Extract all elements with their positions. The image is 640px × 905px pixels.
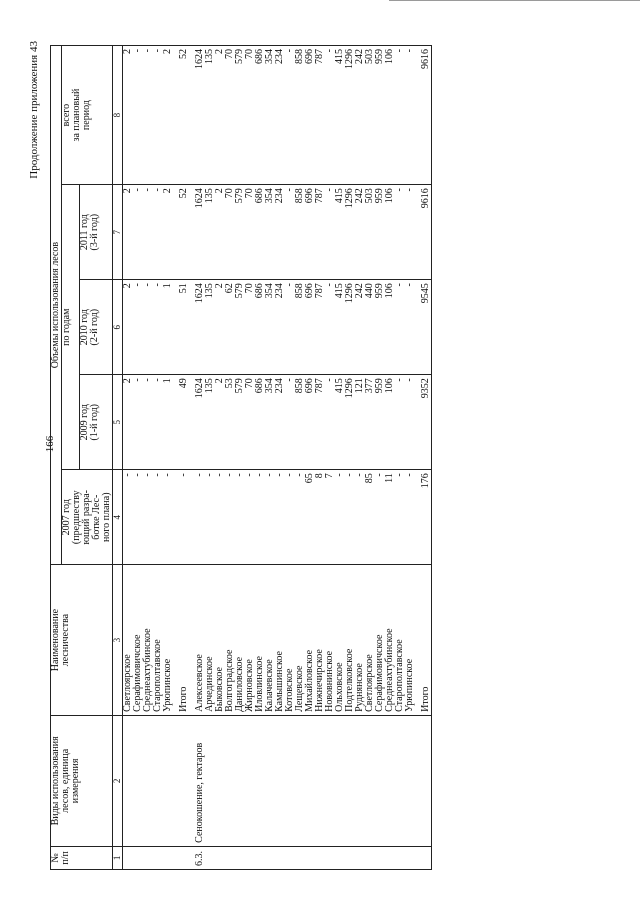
block2-2010-item: 787 bbox=[314, 283, 325, 299]
block2-2007-item: - bbox=[194, 473, 205, 477]
block2-total-item: 503 bbox=[364, 49, 375, 64]
block2-2007-item: - bbox=[224, 473, 235, 477]
block2-total-item: 70 bbox=[244, 49, 255, 59]
block2-2007-item: - bbox=[204, 473, 215, 477]
block2-2010-item: 440 bbox=[364, 283, 375, 299]
block1-forestry-list-item: Урюпинское bbox=[162, 658, 173, 712]
block2-total-item: 415 bbox=[334, 49, 345, 64]
block2-itogo-2010: 9545 bbox=[421, 280, 432, 375]
block2-2011-item: 696 bbox=[304, 188, 315, 204]
block2-2011-item: 858 bbox=[294, 188, 305, 204]
block2-forestry-list-item: Быковское bbox=[214, 667, 225, 712]
block2-2010-item: 354 bbox=[264, 283, 275, 299]
block2-forestry-list-item: Урюпинское bbox=[404, 658, 415, 712]
block2-2010-item: 2 bbox=[214, 283, 225, 289]
block2-2011-item: 234 bbox=[274, 188, 285, 204]
block2-total-item: 1296 bbox=[344, 49, 355, 69]
block2-2007-item: 7 bbox=[324, 473, 335, 479]
block2-total-item: - bbox=[324, 49, 335, 53]
block2-forestry-list-item: Старополтавское bbox=[394, 639, 405, 712]
block1-2010-item: 2 bbox=[122, 283, 133, 289]
block1-2009-item: 1 bbox=[162, 378, 173, 384]
block2-2007-item: 11 bbox=[384, 473, 395, 483]
block2-2009-item: - bbox=[284, 378, 295, 382]
block2-2010-item: 106 bbox=[384, 283, 395, 299]
block2-2009-item: 106 bbox=[384, 378, 395, 394]
block1-2011-item: - bbox=[142, 188, 153, 192]
block1-itogo-2010: 51 bbox=[179, 280, 189, 375]
block2-total-item: 787 bbox=[314, 49, 325, 64]
block2-2007-item: - bbox=[354, 473, 365, 477]
block2-2007-item: - bbox=[214, 473, 225, 477]
block2-2007-item: - bbox=[404, 473, 415, 477]
block2-forestry-list-item: Иловлинское bbox=[254, 656, 265, 712]
block2-2009-item: 121 bbox=[354, 378, 365, 394]
block2-2011-item: 503 bbox=[364, 188, 375, 204]
header-by-years: по годам bbox=[62, 185, 80, 470]
block2-2009-item: 858 bbox=[294, 378, 305, 394]
block1-total-item: 2 bbox=[122, 49, 133, 54]
block1-forestry-list-item: Старополтавское bbox=[152, 639, 163, 712]
header-2009: 2009 год (1-й год) bbox=[79, 375, 112, 470]
block2-total-item: 686 bbox=[254, 49, 265, 64]
block2-2010-item: 579 bbox=[234, 283, 245, 299]
block2-2011-item: - bbox=[404, 188, 415, 192]
block2-2010-item: 686 bbox=[254, 283, 265, 299]
block1-2011-item: - bbox=[152, 188, 163, 192]
block2-total-item: 135 bbox=[204, 49, 215, 64]
block2-forestry-list-item: Нижнечирское bbox=[314, 649, 325, 712]
block1-2007-item: - bbox=[142, 473, 153, 477]
block1-2009-item: - bbox=[132, 378, 143, 382]
block2-forestry-list-item: Михайловское bbox=[304, 649, 315, 712]
colnum-8: 8 bbox=[113, 46, 123, 185]
block1-2009-item: 2 bbox=[122, 378, 133, 384]
block2-2009-item: 377 bbox=[364, 378, 375, 394]
block2-2007-item: - bbox=[274, 473, 285, 477]
block2-2011-item: 959 bbox=[374, 188, 385, 204]
block1-2010-item: - bbox=[132, 283, 143, 287]
block1-2011-item: - bbox=[132, 188, 143, 192]
block2-2009-item: 696 bbox=[304, 378, 315, 394]
block2-2010 bbox=[195, 280, 415, 375]
block1-2007-item: - bbox=[162, 473, 173, 477]
block2-2010-item: - bbox=[284, 283, 295, 287]
block2-2007-item: - bbox=[374, 473, 385, 477]
block2-2011-item: 135 bbox=[204, 188, 215, 204]
block2-itogo-2007: 176 bbox=[421, 470, 432, 565]
table-row bbox=[195, 46, 415, 870]
block2-2009-item: 959 bbox=[374, 378, 385, 394]
block2-forestry-list-item: Ольховское bbox=[334, 662, 345, 712]
block2-2011-item: 1624 bbox=[194, 188, 205, 209]
block2-2009-item: 234 bbox=[274, 378, 285, 394]
block2-2007-item: 8 bbox=[314, 473, 325, 479]
block2-2011-item: 106 bbox=[384, 188, 395, 204]
block1-2010 bbox=[123, 280, 174, 375]
block1-itogo-2007: - bbox=[179, 470, 189, 565]
header-2010: 2010 год (2-й год) bbox=[79, 280, 112, 375]
block2-2007-item: - bbox=[244, 473, 255, 477]
block2-itogo-2011: 9616 bbox=[421, 185, 432, 280]
block2-2011-item: 70 bbox=[224, 188, 235, 199]
block2-2009-item: 1624 bbox=[194, 378, 205, 399]
block2-total-item: 354 bbox=[264, 49, 275, 64]
block2-total-item: 234 bbox=[274, 49, 285, 64]
block2-total-item: - bbox=[284, 49, 295, 53]
block1-2009-item: - bbox=[142, 378, 153, 382]
block2-2007-item: - bbox=[294, 473, 305, 477]
block2-total-item: 696 bbox=[304, 49, 315, 64]
block2-total-item: 70 bbox=[224, 49, 235, 59]
block2-total-item: 959 bbox=[374, 49, 385, 64]
colnum-2: 2 bbox=[113, 715, 123, 846]
block1-2011 bbox=[123, 185, 174, 280]
block2-2009-item: 686 bbox=[254, 378, 265, 394]
block2-2009-item: 135 bbox=[204, 378, 215, 394]
block2-forestry-list bbox=[195, 565, 415, 716]
block2-2009-item: 787 bbox=[314, 378, 325, 394]
block1-2010-item: - bbox=[142, 283, 153, 287]
block2-itogo-label: Итого bbox=[421, 565, 432, 716]
block1-forestry-list-item: Среднеахтубинское bbox=[142, 628, 153, 712]
block1-itogo-2009: 49 bbox=[179, 375, 189, 470]
block2-2009-item: 70 bbox=[244, 378, 255, 389]
block2-forestry-list-item: Подтелковское bbox=[344, 648, 355, 712]
block2-2007-item: - bbox=[264, 473, 275, 477]
block1-2011-item: 2 bbox=[122, 188, 133, 194]
block2-total bbox=[195, 46, 415, 185]
block2-2007-item: - bbox=[394, 473, 405, 477]
block2-2007-item: - bbox=[234, 473, 245, 477]
block1-total-item: - bbox=[142, 49, 153, 53]
block1-itogo-total: 52 bbox=[179, 46, 189, 185]
block1-itogo-2011: 52 bbox=[179, 185, 189, 280]
block2-2009-item: 1296 bbox=[344, 378, 355, 399]
block1-2007 bbox=[123, 470, 174, 565]
block2-2011-item: 415 bbox=[334, 188, 345, 204]
block2-forestry-list-item: Камышинское bbox=[274, 651, 285, 712]
header-no: № п/п bbox=[51, 846, 113, 869]
block1-forestry-list bbox=[123, 565, 174, 716]
top-rule bbox=[389, 0, 640, 1]
block2-forestry-list-item: Жирновское bbox=[244, 659, 255, 712]
block1-2007-item: - bbox=[132, 473, 143, 477]
block2-2009-item: - bbox=[394, 378, 405, 382]
block2-2009-item: 579 bbox=[234, 378, 245, 394]
block2-2011-item: - bbox=[324, 188, 335, 192]
header-2007: 2007 год (предшеству ющий разра- ботке Лес- ного плана) bbox=[62, 470, 113, 565]
block2-2009-item: 415 bbox=[334, 378, 345, 394]
header-volumes: Объемы использования лесов bbox=[51, 46, 62, 565]
block2-total-item: 579 bbox=[234, 49, 245, 64]
block1-2011-item: 2 bbox=[162, 188, 173, 194]
block2-forestry-list-item: Серафимовичское bbox=[374, 634, 385, 712]
table-row bbox=[421, 46, 432, 870]
block2-2010-item: 242 bbox=[354, 283, 365, 299]
block1-2009 bbox=[123, 375, 174, 470]
block2-itogo-2009: 9352 bbox=[421, 375, 432, 470]
block2-2010-item: 858 bbox=[294, 283, 305, 299]
header-2011: 2011 год (3-й год) bbox=[79, 185, 112, 280]
rotated-page bbox=[28, 35, 588, 870]
block2-2011-item: - bbox=[394, 188, 405, 192]
block1-2010-item: - bbox=[152, 283, 163, 287]
block2-forestry-list-item: Лещевское bbox=[294, 665, 305, 712]
block2-total-item: 106 bbox=[384, 49, 395, 64]
block1-2007-item: - bbox=[152, 473, 163, 477]
block2-2011-item: 2 bbox=[214, 188, 225, 194]
block2-2009-item: - bbox=[324, 378, 335, 382]
block2-2007-item: - bbox=[284, 473, 295, 477]
block2-total-item: - bbox=[394, 49, 405, 53]
page-number: 166 bbox=[44, 435, 56, 453]
block2-itogo-total: 9616 bbox=[421, 46, 432, 185]
block2-total-item: 858 bbox=[294, 49, 305, 64]
block2-2011 bbox=[195, 185, 415, 280]
block1-total bbox=[123, 46, 174, 185]
block2-2009-item: 53 bbox=[224, 378, 235, 389]
block2-2011-item: 579 bbox=[234, 188, 245, 204]
table-row bbox=[123, 46, 174, 870]
block2-2010-item: 696 bbox=[304, 283, 315, 299]
table-row bbox=[179, 46, 189, 870]
block1-forestry-list-item: Светлоярское bbox=[122, 654, 133, 712]
block1-itogo-label: Итого bbox=[179, 565, 189, 716]
block2-2007-item: 65 bbox=[304, 473, 315, 484]
block2-forestry-list-item: Волгоградское bbox=[224, 649, 235, 712]
block2-2011-item: 787 bbox=[314, 188, 325, 204]
block1-2010-item: 1 bbox=[162, 283, 173, 289]
block2-forestry-list-item: Среднеахтубинское bbox=[384, 628, 395, 712]
block2-2011-item: 1296 bbox=[344, 188, 355, 209]
block2-2009 bbox=[195, 375, 415, 470]
block1-2009-item: - bbox=[152, 378, 163, 382]
colnum-7: 7 bbox=[113, 185, 123, 280]
block2-forestry-list-item: Даниловское bbox=[234, 656, 245, 712]
block2-type: Сенокошение, гектаров bbox=[195, 715, 415, 846]
block2-2010-item: - bbox=[324, 283, 335, 287]
block2-2007 bbox=[195, 470, 415, 565]
block2-2007-item: 85 bbox=[364, 473, 375, 484]
colnum-1: 1 bbox=[113, 846, 123, 869]
block2-2010-item: 959 bbox=[374, 283, 385, 299]
block2-2009-item: 354 bbox=[264, 378, 275, 394]
block1-total-item: - bbox=[152, 49, 163, 53]
block2-2007-item: - bbox=[334, 473, 345, 477]
block2-2011-item: - bbox=[284, 188, 295, 192]
colnum-6: 6 bbox=[113, 280, 123, 375]
block2-2010-item: 1624 bbox=[194, 283, 205, 304]
block2-2009-item: 2 bbox=[214, 378, 225, 384]
block1-2007-item: - bbox=[122, 473, 133, 477]
block2-2011-item: 686 bbox=[254, 188, 265, 204]
block2-2010-item: - bbox=[404, 283, 415, 287]
colnum-4: 4 bbox=[113, 470, 123, 565]
block2-2007-item: - bbox=[344, 473, 355, 477]
block1-total-item: - bbox=[132, 49, 143, 53]
block2-2007-item: - bbox=[254, 473, 265, 477]
block2-total-item: - bbox=[404, 49, 415, 53]
block2-2010-item: 135 bbox=[204, 283, 215, 299]
block2-total-item: 1624 bbox=[194, 49, 205, 69]
block2-2010-item: 62 bbox=[224, 283, 235, 294]
block2-forestry-list-item: Светлоярское bbox=[364, 654, 375, 712]
block2-2010-item: 415 bbox=[334, 283, 345, 299]
block2-total-item: 2 bbox=[214, 49, 225, 54]
block2-forestry-list-item: Калачевское bbox=[264, 659, 275, 712]
block1-forestry-list-item: Серафимовичское bbox=[132, 634, 143, 712]
block2-forestry-list-item: Арчединское bbox=[204, 656, 215, 712]
block2-2010-item: 234 bbox=[274, 283, 285, 299]
block2-2010-item: 1296 bbox=[344, 283, 355, 304]
block2-2010-item: 70 bbox=[244, 283, 255, 294]
block2-total-item: 242 bbox=[354, 49, 365, 64]
block2-forestry-list-item: Котовское bbox=[284, 668, 295, 712]
block2-forestry-list-item: Руднянское bbox=[354, 663, 365, 712]
block2-2011-item: 70 bbox=[244, 188, 255, 199]
block1-total-item: 2 bbox=[162, 49, 173, 54]
block2-2011-item: 354 bbox=[264, 188, 275, 204]
continuation-note: Продолжение приложения 43 bbox=[28, 41, 40, 179]
header-total: всего за плановый период bbox=[62, 46, 113, 185]
colnum-3: 3 bbox=[113, 565, 123, 716]
block2-forestry-list-item: Алексеевское bbox=[194, 654, 205, 712]
header-use-type: Виды использования лесов, единица измерения bbox=[51, 715, 113, 846]
block2-2009-item: - bbox=[404, 378, 415, 382]
forest-use-table bbox=[50, 45, 432, 870]
block2-no: 6.3. bbox=[195, 846, 415, 869]
header-forestry: Наименование лесничества bbox=[51, 565, 113, 716]
block2-2010-item: - bbox=[394, 283, 405, 287]
colnum-5: 5 bbox=[113, 375, 123, 470]
block2-forestry-list-item: Нововнинское bbox=[324, 650, 335, 712]
block2-2011-item: 242 bbox=[354, 188, 365, 204]
